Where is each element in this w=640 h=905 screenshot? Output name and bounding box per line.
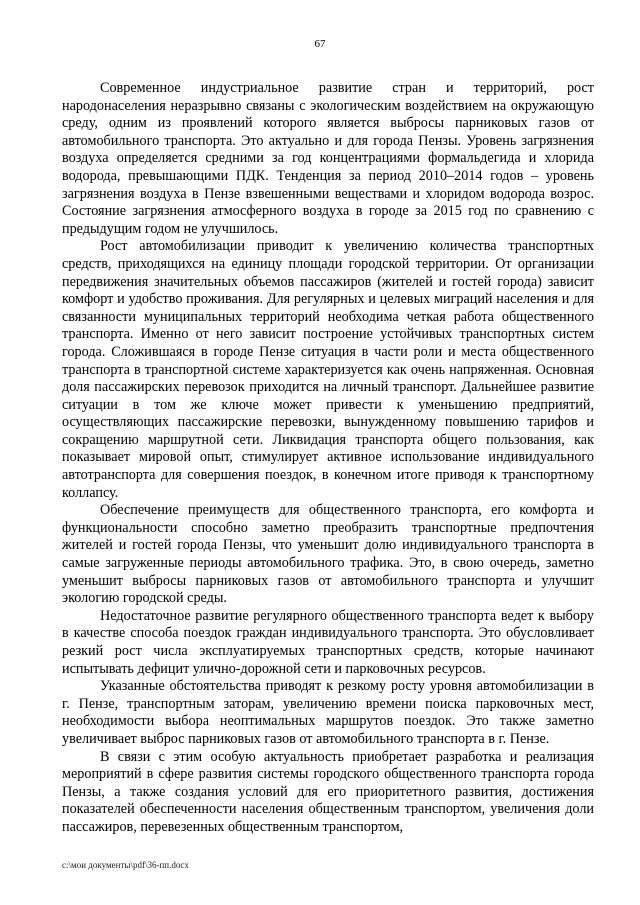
paragraph-motorization: Рост автомобилизации приводит к увеличению количества транспортных средств, приходящихся на единицу площади городской территории. От организации передвижения значительных объемов пассажиров (жителей и гостей города) зависит комфорт и удобство проживания. Для регулярных и целевых миграций населения и для связанности муниципальных территорий необходима четкая работа общественного транспорта. Именно от него зависит построение устойчивых транспортных систем города. Сложившаяся в городе Пензе ситуация в части роли и места общественного транспорта в транспортной системе характеризуется как очень напряженная. Основная доля пассажирских перевозок приходится на личный транспорт. Дальнейшее развитие ситуации в том же ключе может привести к уменьшению предприятий, осуществляющих пассажирские перевозки, вынужденному повышению тарифов и сокращению маршрутной сети. Ликвидация транспорта общего пользования, как показывает мировой опыт, стимулирует активное использование индивидуального автотранспорта для совершения поездок, в конечном итоге приводя к транспортному коллапсу.: [62, 238, 594, 501]
paragraph-relevance: В связи с этим особую актуальность приобретает разработка и реализация мероприятий в сфере развития системы городского общественного транспорта города Пензы, а также создания условий для его приоритетного развития, достижения показателей обеспеченности населения общественным транспортом, увеличения доли пассажиров, перевезенных общественным транспортом,: [62, 748, 594, 835]
paragraph-circumstances: Указанные обстоятельства приводят к резкому росту уровня автомобилизации в г. Пензе, транспортным заторам, увеличению времени поиска парковочных мест, необходимости выбора неоптимальных маршрутов поездок. Это также заметно увеличивает выброс парниковых газов от автомобильного транспорта в г. Пензе.: [62, 678, 594, 747]
paragraph-public-transport-advantages: Обеспечение преимуществ для общественного транспорта, его комфорта и функциональности способно заметно преобразить транспортные предпочтения жителей и гостей города Пензы, что уменьшит долю индивидуального транспорта в самые загруженные периоды автомобильного трафика. Это, в свою очередь, заметно уменьшит выбросы парниковых газов от автомобильного транспорта и улучшит экологию городской среды.: [62, 502, 594, 607]
footer-file-path: c:\мои документы\pdf\36-пп.docx: [62, 860, 189, 870]
paragraph-emissions: Современное индустриальное развитие стран и территорий, рост народонаселения неразрывно связаны с экологическим воздействием на окружающую среду, одним из проявлений которого является выбросы парниковых газов от автомобильного транспорта. Это актуально и для города Пензы. Уровень загрязнения воздуха определяется средними за год концентрациями формальдегида и хлорида водорода, превышающими ПДК. Тенденция за период 2010–2014 годов – уровень загрязнения воздуха в Пензе взвешенными веществами и хлоридом водорода возрос. Состояние загрязнения атмосферного воздуха в городе за 2015 год по сравнению с предыдущим годом не улучшилось.: [62, 80, 594, 237]
page-number: 67: [314, 38, 326, 50]
paragraph-insufficient-development: Недостаточное развитие регулярного общественного транспорта ведет к выбору в качестве способа поездок граждан индивидуального транспорта. Это обусловливает резкий рост числа эксплуатируемых транспортных средств, которые начинают испытывать дефицит улично-дорожной сети и парковочных ресурсов.: [62, 607, 594, 677]
document-body: [62, 80, 594, 837]
